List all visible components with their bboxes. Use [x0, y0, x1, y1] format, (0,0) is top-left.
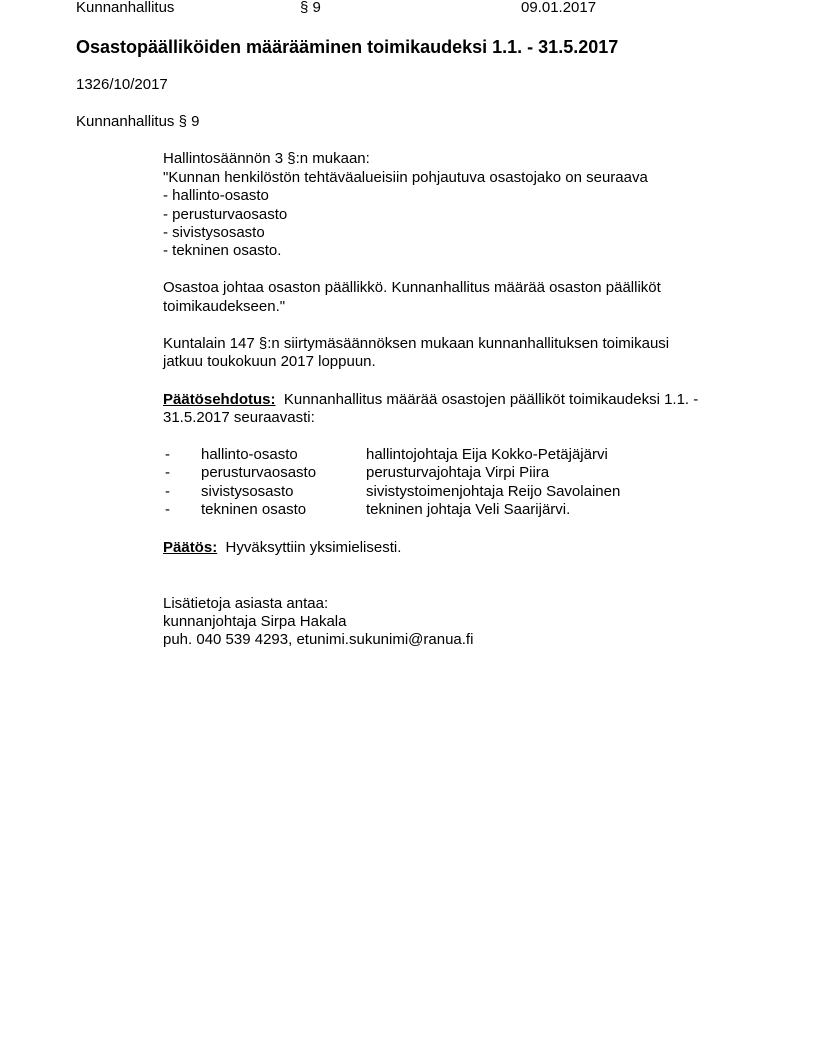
decision-text: Hyväksyttiin yksimielisesti. [225, 539, 402, 556]
department-head: tekninen johtaja Veli Saarijärvi. [366, 501, 571, 518]
department-head: hallintojohtaja Eija Kokko-Petäjäjärvi [366, 446, 608, 463]
meeting-reference: Kunnanhallitus § 9 [76, 113, 200, 130]
department: sivistysosasto [201, 483, 294, 500]
dash: - [165, 501, 170, 518]
text-line: jatkuu toukokuun 2017 loppuun. [163, 353, 376, 370]
department: hallinto-osasto [201, 446, 298, 463]
department-head: perusturvajohtaja Virpi Piira [366, 464, 550, 481]
decision [163, 539, 401, 557]
text-line: Kuntalain 147 §:n siirtymäsäännöksen mukaan kunnanhallituksen toimikausi [163, 335, 670, 352]
dash: - [165, 446, 170, 463]
text-line: - hallinto-osasto [163, 187, 269, 204]
text-line: - perusturvaosasto [163, 206, 288, 223]
proposal-label: Päätösehdotus: [163, 391, 276, 408]
department-head: sivistystoimenjohtaja Reijo Savolainen [366, 483, 621, 500]
text-line: kunnanjohtaja Sirpa Hakala [163, 613, 347, 630]
department: tekninen osasto [201, 501, 307, 518]
text-line: toimikaudekseen." [163, 298, 286, 315]
proposal-text-cont: 31.5.2017 seuraavasti: [163, 409, 315, 426]
text-line: "Kunnan henkilöstön tehtäväalueisiin pohjautuva osastojako on seuraava [163, 169, 648, 186]
text-line: - sivistysosasto [163, 224, 265, 241]
diary-number: 1326/10/2017 [76, 76, 168, 93]
decision-label: Päätös: [163, 539, 218, 556]
proposal-text: Kunnanhallitus määrää osastojen päälliköt toimikaudeksi 1.1. - [283, 391, 699, 408]
text-line: puh. 040 539 4293, etunimi.sukunimi@ranua.fi [163, 631, 474, 648]
text-line: Lisätietoja asiasta antaa: [163, 595, 329, 612]
text-line: Osastoa johtaa osaston päällikkö. Kunnanhallitus määrää osaston päälliköt [163, 279, 661, 296]
dash: - [165, 483, 170, 500]
text-line: Hallintosäännön 3 §:n mukaan: [163, 150, 370, 167]
text-line: - tekninen osasto. [163, 242, 282, 259]
header-body: Kunnanhallitus [76, 0, 175, 16]
department: perusturvaosasto [201, 464, 317, 481]
dash: - [165, 464, 170, 481]
header-section: § 9 [300, 0, 321, 16]
page-title: Osastopäälliköiden määrääminen toimikaudeksi 1.1. - 31.5.2017 [76, 37, 619, 57]
header-date: 09.01.2017 [521, 0, 597, 16]
